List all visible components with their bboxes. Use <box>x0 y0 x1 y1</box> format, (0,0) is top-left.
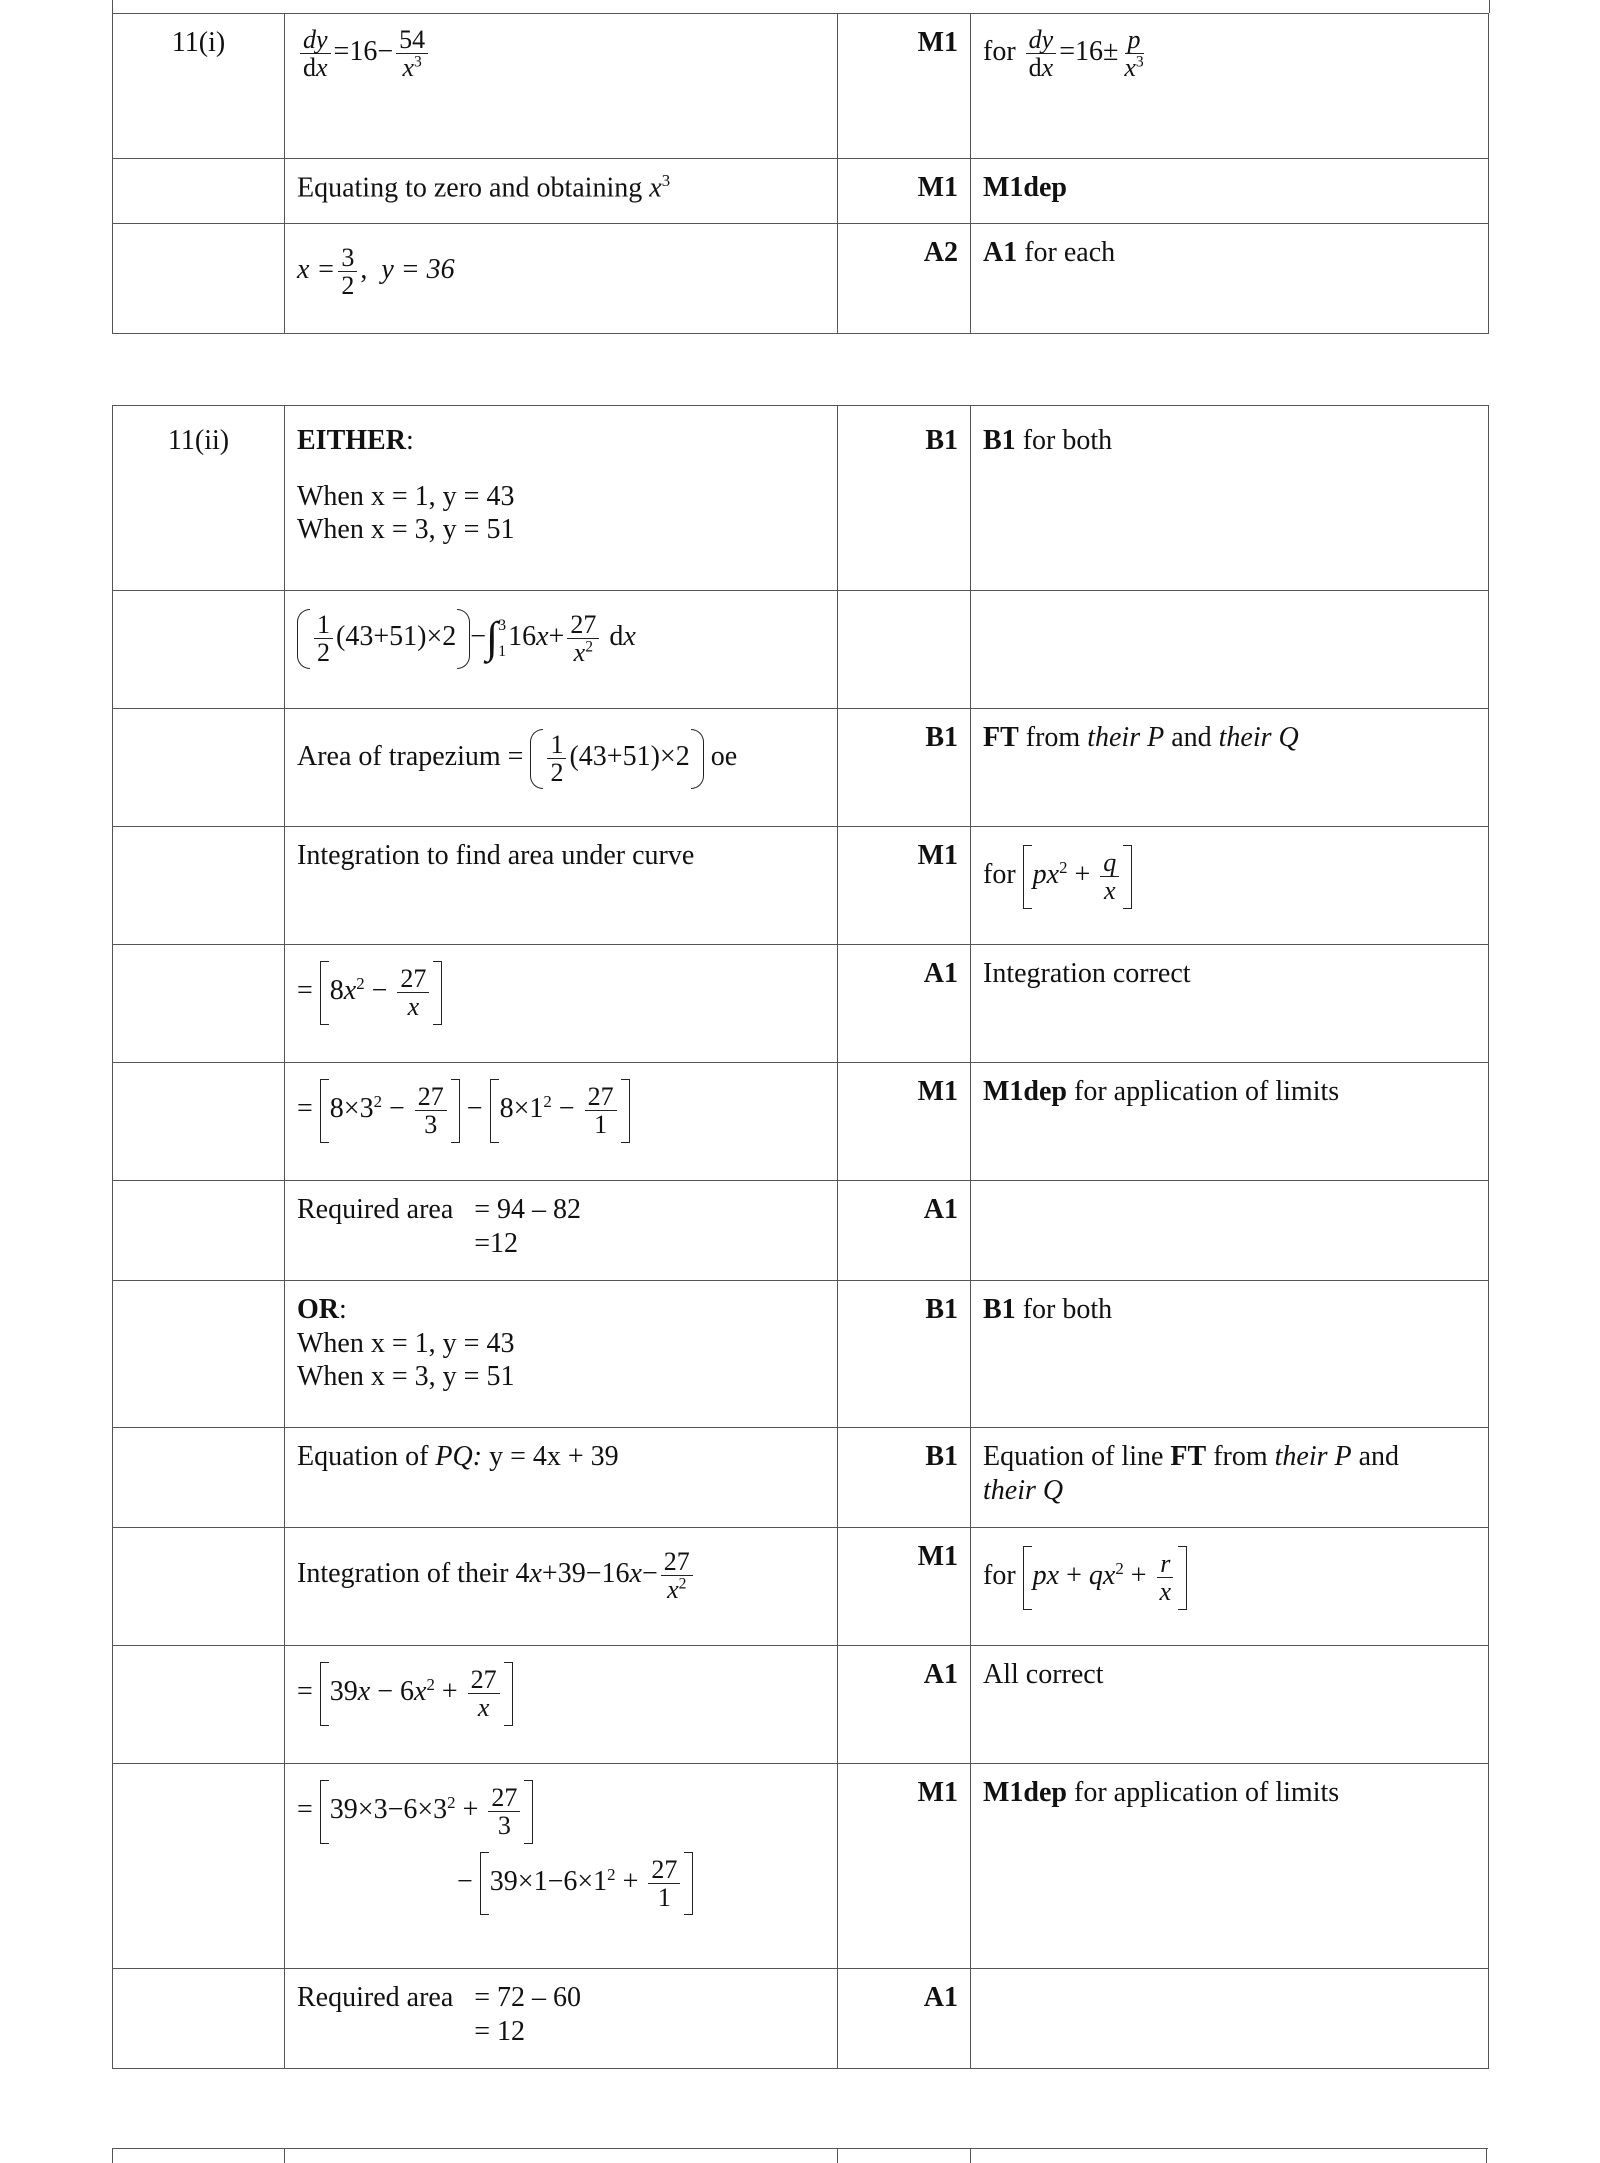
trapezium-label: Area of trapezium = <box>297 741 524 773</box>
either-label: EITHER <box>297 425 406 456</box>
answer-cell <box>285 14 838 159</box>
guidance-for: for <box>983 36 1016 68</box>
dydx-fraction: $\frac{dy}{dx}$ <box>300 26 331 82</box>
table-row <box>113 1428 1489 1528</box>
guidance-expr: =16± <box>1059 36 1119 68</box>
trapezium-expression: $\frac{1}{2}$ (43+51)×2 <box>297 609 470 669</box>
guidance-cell: Equation of line FT from their P and their Q <box>971 1428 1489 1528</box>
required-area-line-1: = 94 – 82 <box>474 1194 582 1225</box>
mark: B1 <box>838 1281 971 1428</box>
table-row <box>113 1764 1489 1969</box>
table-row <box>113 709 1489 827</box>
guidance-cell <box>971 14 1489 159</box>
answer-cell <box>285 1969 838 2069</box>
when-line-2: When x = 3, y = 51 <box>297 514 515 546</box>
dydx-fraction: $\frac{dy}{dx}$ <box>1026 26 1057 82</box>
table-row <box>113 406 1489 591</box>
mark-scheme-table-11i <box>112 13 1489 334</box>
bracket-39x-6x2-27-x: $39x - 6x^2$ + $\frac{27}{x}$ <box>320 1662 513 1726</box>
fraction-3-2: $\frac{3}{2}$ <box>338 244 357 300</box>
mark: M1 <box>838 1528 971 1646</box>
table-row <box>113 1181 1489 1281</box>
when-line-1: When x = 1, y = 43 <box>297 480 515 512</box>
table-row <box>113 14 1489 159</box>
table-row <box>113 1969 1489 2069</box>
table-row <box>113 945 1489 1063</box>
required-area-line-2: = 12 <box>474 2015 526 2047</box>
required-area-label: Required area <box>297 1982 454 2013</box>
answer-cell: Equation of PQ: y = 4x + 39 <box>285 1428 838 1528</box>
table-row <box>113 1063 1489 1181</box>
answer-cell: = $39\times 3-6\times 3^2$ + $\frac{27}{3}$ − $39\times 1-6\times 1^2$ + $\frac{27}{1}$ <box>285 1764 838 1969</box>
answer-var: x <box>649 172 662 204</box>
when-line-1: When x = 1, y = 43 <box>297 1327 515 1359</box>
mark-scheme-table-11ii <box>112 405 1489 2069</box>
fraction-54-x3: $\frac{54}{x^3}$ <box>396 26 428 82</box>
answer-cell: Integration to find area under curve <box>285 827 838 945</box>
required-area-line-1: = 72 – 60 <box>474 1982 582 2013</box>
required-area-label: Required area <box>297 1194 454 1225</box>
answer-cell: EITHER: When x = 1, y = 43 When x = 3, y = 51 <box>285 406 838 591</box>
table-row <box>113 1281 1489 1428</box>
bracket-8x2-27-x: $8x^2$ − $\frac{27}{x}$ <box>320 961 443 1025</box>
table-row <box>113 1528 1489 1646</box>
mark: B1 <box>838 1428 971 1528</box>
answer-cell: Integration of their 4x+39−16x− $\frac{27}{x^2}$ <box>285 1528 838 1646</box>
mark: A1 <box>838 945 971 1063</box>
table-row <box>113 827 1489 945</box>
answer-prefix: =16− <box>333 36 394 68</box>
question-number: 11(ii) <box>113 406 285 591</box>
guidance-cell: FT from their P and their Q <box>971 709 1489 827</box>
table-row <box>113 224 1489 334</box>
answer-cell: x = $\frac{3}{2}$ , y = 36 <box>285 224 838 334</box>
previous-table-edge <box>112 0 1490 13</box>
guidance-cell: B1 for both <box>971 406 1489 591</box>
required-area-line-2: =12 <box>474 1227 519 1259</box>
answer-y: y = 36 <box>381 254 455 286</box>
mark: A1 <box>838 1646 971 1764</box>
answer-cell: = $39x - 6x^2$ + $\frac{27}{x}$ <box>285 1646 838 1764</box>
guidance-cell: M1dep <box>971 159 1489 224</box>
fraction-p-x3: $\frac{p}{x^3}$ <box>1124 25 1144 83</box>
bracket-lower-limit: $39\times 1-6\times 1^2$ + $\frac{27}{1}$ <box>480 1852 694 1916</box>
trapezium-expression: $\frac{1}{2}$ (43+51)×2 <box>530 729 703 789</box>
guidance-cell: All correct <box>971 1646 1489 1764</box>
mark: M1 <box>838 159 971 224</box>
table-row <box>113 591 1489 709</box>
answer-cell: OR: When x = 1, y = 43 When x = 3, y = 51 <box>285 1281 838 1428</box>
bracket-lower-limit: $8\times 1^2$ − $\frac{27}{1}$ <box>490 1079 630 1143</box>
answer-cell <box>285 1181 838 1281</box>
guidance-cell: for px + $qx^2$ + $\frac{r}{x}$ <box>971 1528 1489 1646</box>
answer-cell: = $8\times 3^2$ − $\frac{27}{3}$ − $8\times 1^2$ − $\frac{27}{1}$ <box>285 1063 838 1181</box>
mark: M1 <box>838 1063 971 1181</box>
mark: M1 <box>838 827 971 945</box>
answer-cell: = $8x^2$ − $\frac{27}{x}$ <box>285 945 838 1063</box>
answer-cell <box>285 709 838 827</box>
or-label: OR <box>297 1294 339 1325</box>
guidance-cell: A1 for each <box>971 224 1489 334</box>
answer-cell: Equating to zero and obtaining $x^3$ <box>285 159 838 224</box>
bracket-upper-limit: $8\times 3^2$ − $\frac{27}{3}$ <box>320 1079 460 1143</box>
bracket-upper-limit: $39\times 3-6\times 3^2$ + $\frac{27}{3}$ <box>320 1780 534 1844</box>
bracket-px-qx2-r-x: px + $qx^2$ + $\frac{r}{x}$ <box>1023 1546 1187 1610</box>
table-row <box>113 1646 1489 1764</box>
guidance-cell: M1dep for application of limits <box>971 1764 1489 1969</box>
mark: B1 <box>838 709 971 827</box>
answer-text: Equating to zero and obtaining <box>297 172 643 204</box>
guidance-cell: M1dep for application of limits <box>971 1063 1489 1181</box>
when-line-2: When x = 3, y = 51 <box>297 1361 515 1393</box>
guidance-cell: for $px^2$ + $\frac{q}{x}$ <box>971 827 1489 945</box>
mark: M1 <box>838 1764 971 1969</box>
mark: A1 <box>838 1969 971 2069</box>
mark: A1 <box>838 1181 971 1281</box>
mark: B1 <box>838 406 971 591</box>
integral-sign: ∫ <box>486 613 499 663</box>
table-row <box>113 159 1489 224</box>
mark: A2 <box>838 224 971 334</box>
next-table-edge <box>112 2148 1488 2163</box>
guidance-cell: Integration correct <box>971 945 1489 1063</box>
mark: M1 <box>838 14 971 159</box>
bracket-px2-q-x: $px^2$ + $\frac{q}{x}$ <box>1023 845 1133 909</box>
answer-cell: $\frac{1}{2}$ (43+51)×2 −∫ 3 1 16x+ $\frac{27}{x^2}$ dx <box>285 591 838 709</box>
answer-x: x = <box>297 254 336 286</box>
question-number: 11(i) <box>113 14 285 159</box>
trapezium-oe: oe <box>710 741 738 773</box>
guidance-cell: B1 for both <box>971 1281 1489 1428</box>
